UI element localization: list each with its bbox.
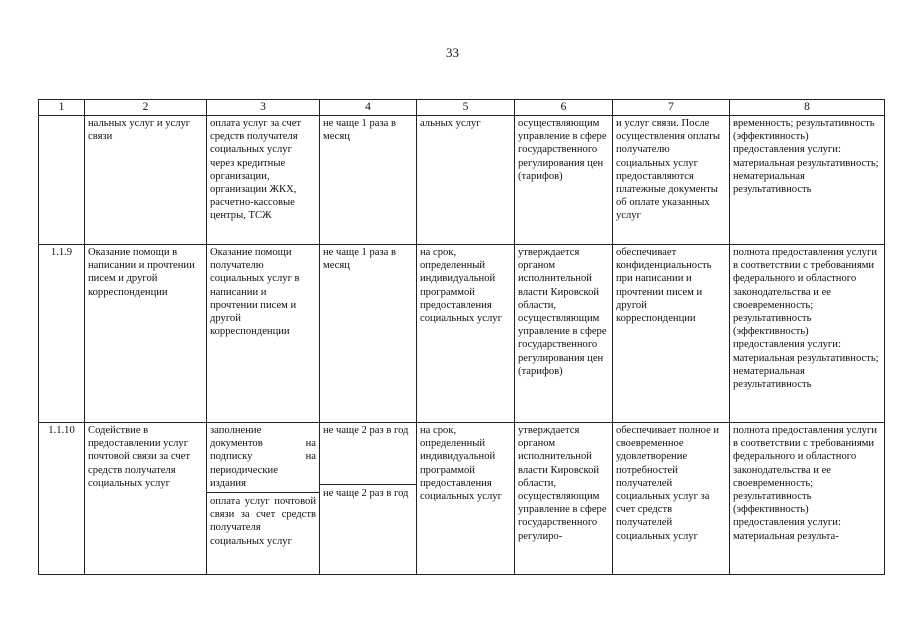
tariff-cell: осуществляющим управление в сфере государственного регулирования цен (тарифов) — [515, 116, 613, 245]
periodicity-part: не чаще 2 раз в год — [323, 425, 409, 436]
row-number: 1.1.9 — [39, 245, 85, 423]
page-number: 33 — [446, 45, 459, 60]
conditions-cell: и услуг связи. После осуществления оплаты получателю социальных услуг предоставляются платежные документы об оплате указанных услуг — [613, 116, 730, 245]
periodicity-cell: не чаще 1 раза в месяц — [320, 116, 417, 245]
column-header: 4 — [320, 100, 417, 116]
term-cell: на срок, определенный индивидуальной программой предоставления социальных услуг — [417, 245, 515, 423]
service-content-part: оплата услуг почтовой связи за счет средств получателя социальных услуг — [207, 492, 319, 548]
column-header: 2 — [85, 100, 207, 116]
periodicity-cell — [320, 423, 417, 575]
column-header: 6 — [515, 100, 613, 116]
service-name-cell: Оказание помощи в написании и прочтении писем и другой корреспонденции — [85, 245, 207, 423]
column-header: 8 — [730, 100, 885, 116]
service-content-part: заполнение документов на подписку на периодические издания — [210, 425, 316, 489]
table-row — [39, 245, 885, 423]
quality-cell: полнота предоставления услуги в соответствии с требованиями федерального и областного законодательства и ее своевременность; результативность (эффективность) предоставления услуги: материальная результативность; нематериальная результативность — [730, 245, 885, 423]
column-header: 5 — [417, 100, 515, 116]
services-table — [38, 99, 885, 575]
row-number: 1.1.10 — [39, 423, 85, 575]
row-number — [39, 116, 85, 245]
tariff-cell: утверждается органом исполнительной власти Кировской области, осуществляющим управление в сфере государственного регулирования цен (тарифов) — [515, 245, 613, 423]
column-header: 1 — [39, 100, 85, 116]
quality-cell: полнота предоставления услуги в соответствии с требованиями федерального и областного законодательства и ее своевременность; результативность (эффективность) предоставления услуги: материальная результа- — [730, 423, 885, 575]
conditions-cell: обеспечивает полное и своевременное удовлетворение потребностей получателей социальных услуг за счет средств получателей социальных услуг — [613, 423, 730, 575]
tariff-cell: утверждается органом исполнительной власти Кировской области, осуществляющим управление в сфере государственного регулиро- — [515, 423, 613, 575]
conditions-cell: обеспечивает конфиденциальность при написании и прочтении писем и другой корреспонденции — [613, 245, 730, 423]
quality-cell: временность; результативность (эффективность) предоставления услуги: материальная результативность; нематериальная результативность — [730, 116, 885, 245]
service-content-cell: Оказание помощи получателю социальных услуг в написании и прочтении писем и другой корреспонденции — [207, 245, 320, 423]
table-row — [39, 423, 885, 575]
table-row — [39, 116, 885, 245]
service-content-cell: оплата услуг за счет средств получателя социальных услуг через кредитные организации, организации ЖКХ, расчетно-кассовые центры, ТСЖ — [207, 116, 320, 245]
service-content-cell — [207, 423, 320, 575]
service-name-cell: нальных услуг и услуг связи — [85, 116, 207, 245]
term-cell: на срок, определенный индивидуальной программой предоставления социальных услуг — [417, 423, 515, 575]
periodicity-cell: не чаще 1 раза в месяц — [320, 245, 417, 423]
table-header-row — [39, 100, 885, 116]
periodicity-part: не чаще 2 раз в год — [320, 484, 416, 500]
term-cell: альных услуг — [417, 116, 515, 245]
column-header: 3 — [207, 100, 320, 116]
service-name-cell: Содействие в предоставлении услуг почтовой связи за счет средств получателя социальных услуг — [85, 423, 207, 575]
column-header: 7 — [613, 100, 730, 116]
